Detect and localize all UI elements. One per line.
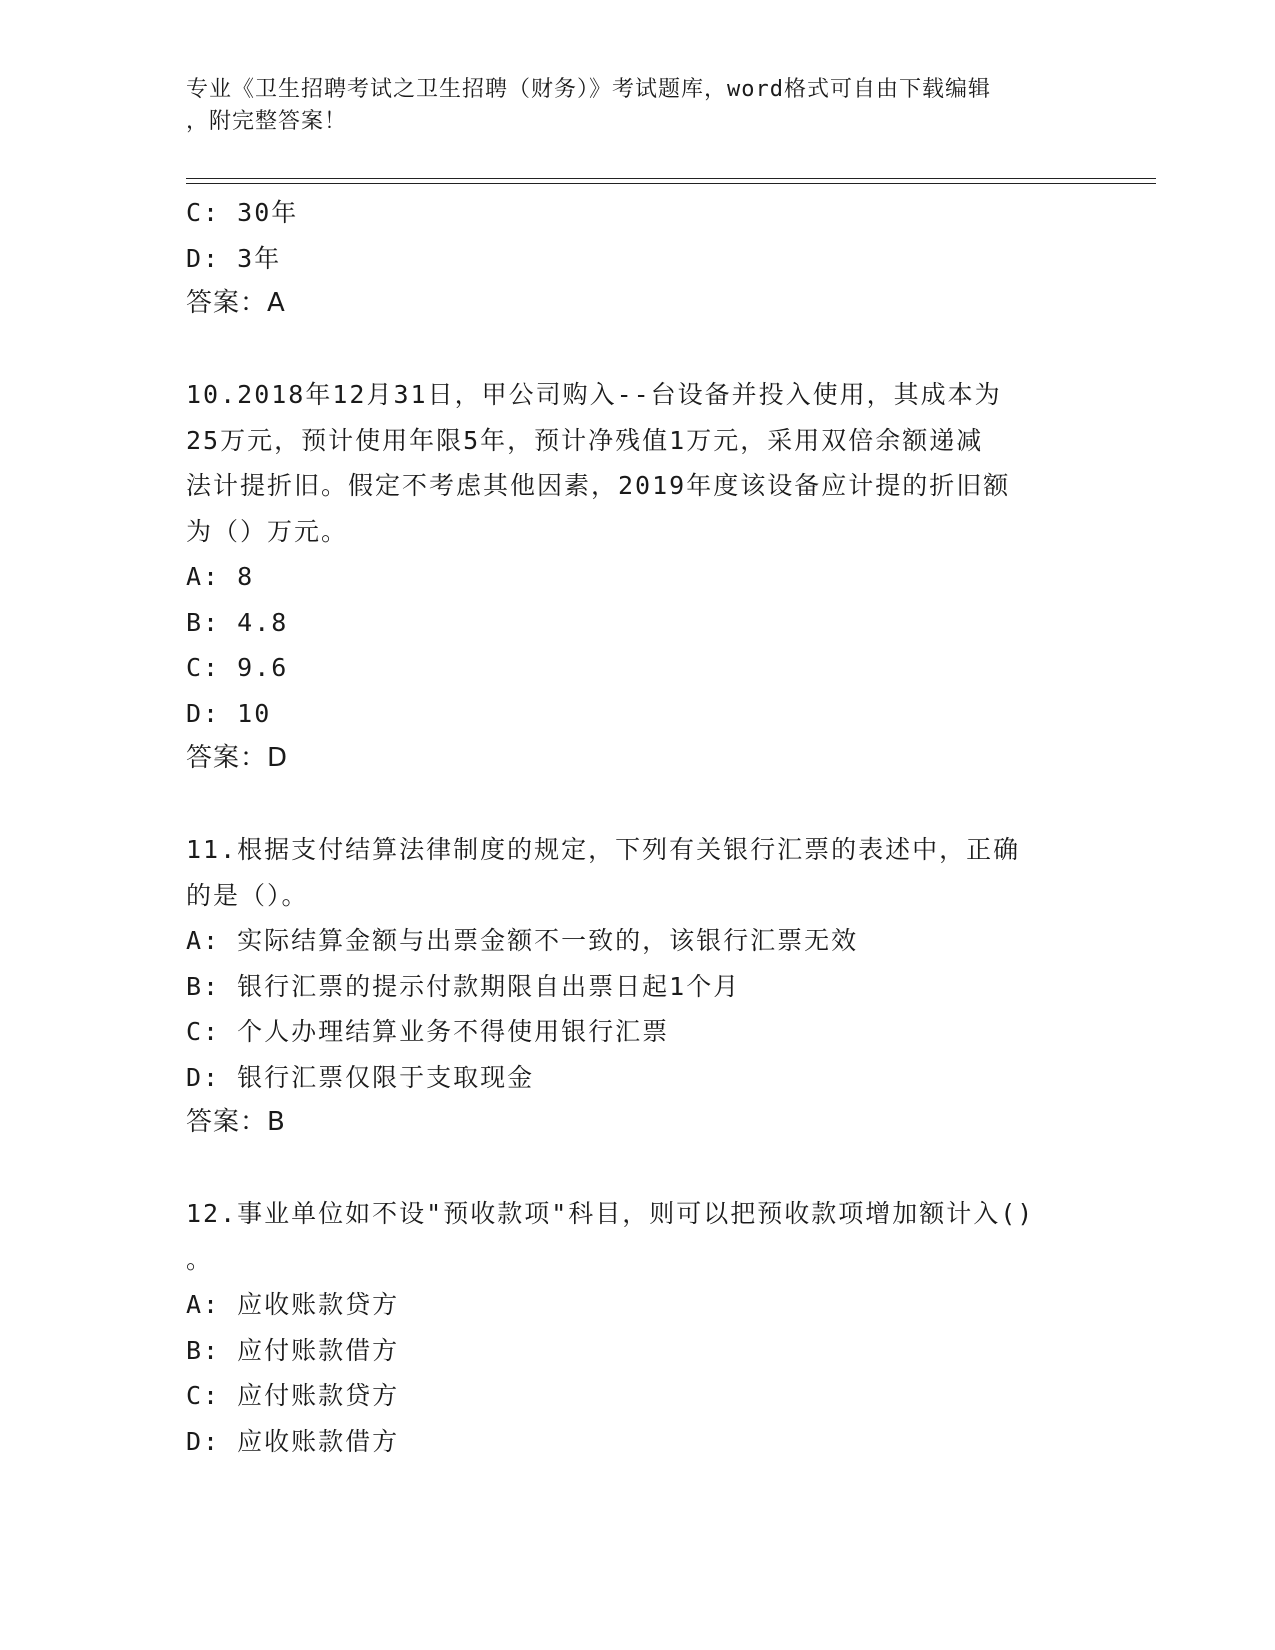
- option-c: C: 9.6: [186, 653, 289, 682]
- question-text-line: 法计提折旧。假定不考虑其他因素，2019年度该设备应计提的折旧额: [186, 471, 1011, 500]
- header-title-line-2: ，附完整答案！: [186, 109, 348, 134]
- question-text-line: 为（）万元。: [186, 516, 349, 546]
- header-rule-top: [186, 178, 1156, 179]
- spacer: [186, 782, 1086, 828]
- document-header: [186, 74, 1066, 138]
- question-9-continuation: [186, 190, 1086, 327]
- question-list: [186, 190, 1086, 1464]
- spacer: [186, 327, 1086, 373]
- option-c: C: 个人办理结算业务不得使用银行汇票: [186, 1017, 670, 1046]
- answer-line: 答案：A: [186, 288, 286, 318]
- option-b: B: 4.8: [186, 607, 289, 637]
- answer-line: 答案：D: [186, 743, 289, 773]
- question-11: [186, 827, 1086, 1146]
- question-text-line: 12.事业单位如不设"预收款项"科目，则可以把预收款项增加额计入(): [186, 1199, 1035, 1228]
- question-text-line: 。: [186, 1244, 214, 1274]
- header-rule-bottom: [186, 183, 1156, 184]
- option-a: A: 实际结算金额与出票金额不一致的，该银行汇票无效: [186, 926, 859, 955]
- option-b: B: 银行汇票的提示付款期限自出票日起1个月: [186, 971, 741, 1001]
- question-10: [186, 372, 1086, 782]
- option-c: C: 应付账款贷方: [186, 1381, 400, 1410]
- spacer: [186, 1146, 1086, 1192]
- option-b: B: 应付账款借方: [186, 1335, 400, 1365]
- question-text-line: 的是（）。: [186, 880, 309, 910]
- question-text-line: 11.根据支付结算法律制度的规定，下列有关银行汇票的表述中，正确: [186, 835, 1021, 864]
- option-d: D: 3年: [186, 243, 282, 273]
- header-title-line-1: 专业《卫生招聘考试之卫生招聘（财务）》考试题库，word格式可自由下载编辑: [186, 77, 991, 102]
- question-text-line: 10.2018年12月31日，甲公司购入--台设备并投入使用，其成本为: [186, 380, 1002, 409]
- option-d: D: 银行汇票仅限于支取现金: [186, 1062, 535, 1092]
- option-d: D: 10: [186, 698, 272, 728]
- option-c: C: 30年: [186, 198, 299, 227]
- option-a: A: 应收账款贷方: [186, 1290, 400, 1319]
- option-a: A: 8: [186, 562, 255, 591]
- question-12: [186, 1191, 1086, 1464]
- answer-line: 答案：B: [186, 1107, 286, 1137]
- option-d: D: 应收账款借方: [186, 1426, 400, 1456]
- question-text-line: 25万元，预计使用年限5年，预计净残值1万元，采用双倍余额递减: [186, 425, 984, 455]
